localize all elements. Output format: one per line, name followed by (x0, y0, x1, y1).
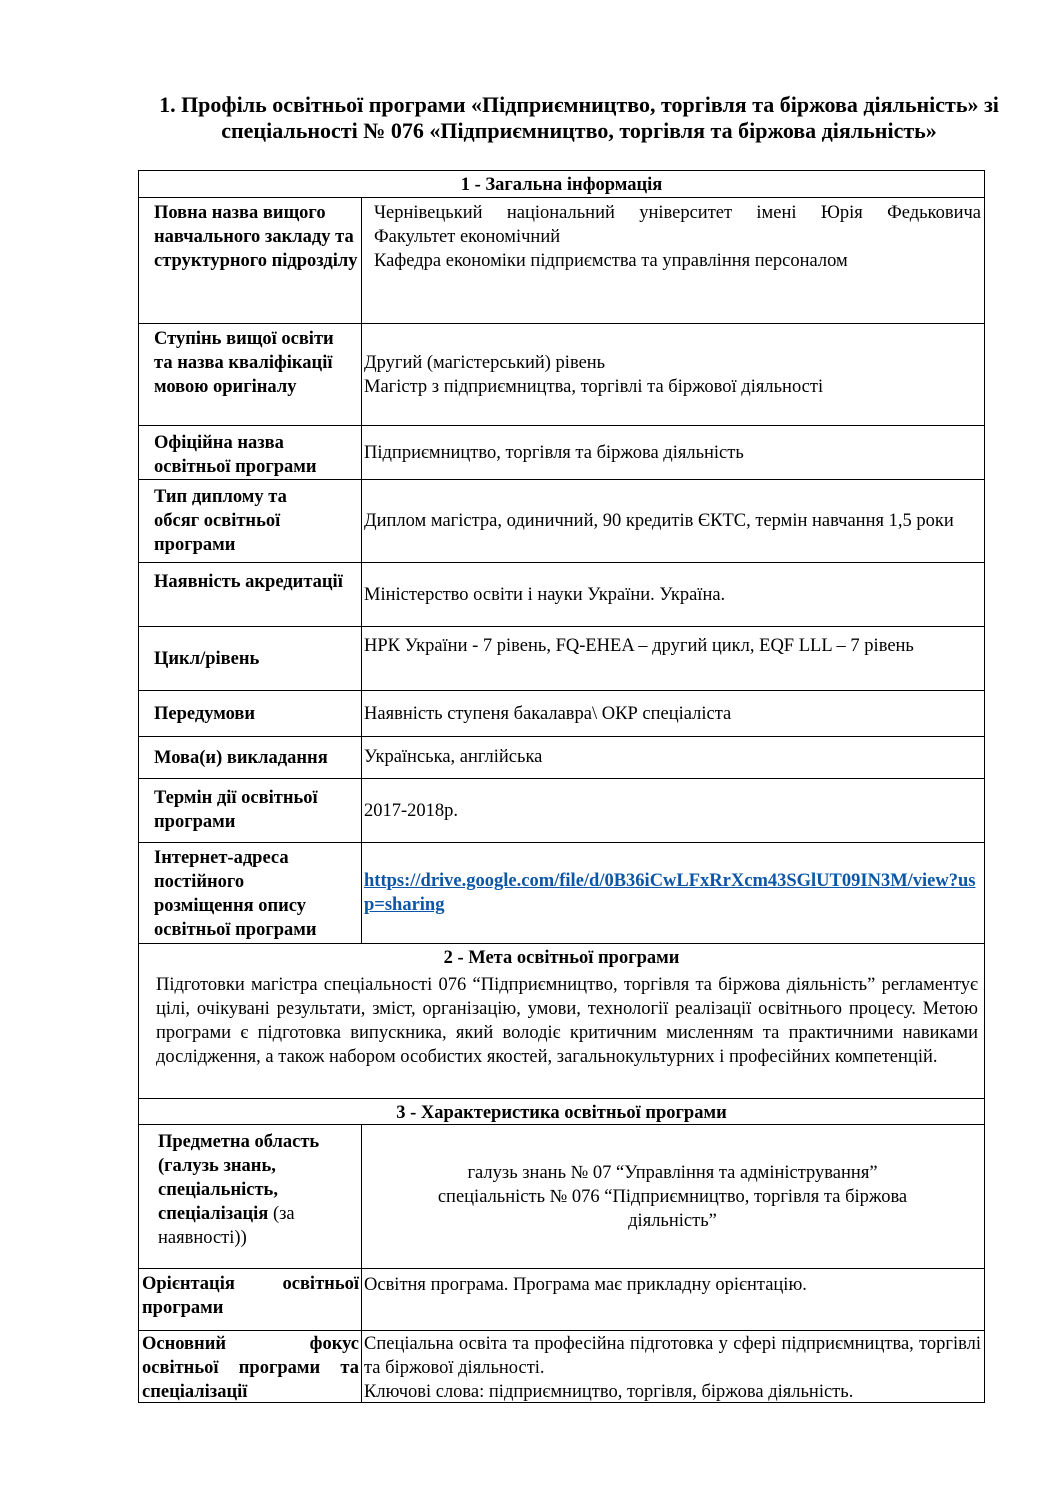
validity-value: 2017-2018р. (364, 800, 459, 821)
section-2-header: 2 - Мета освітньої програми (443, 948, 680, 968)
program-name-value: Підприємництво, торгівля та біржова діяльність (364, 442, 744, 463)
university-name-value (364, 201, 981, 323)
program-name-label: Офіційна назва освітньої програми (154, 433, 317, 477)
orientation-label: Орієнтація освітньої програми (142, 1274, 359, 1318)
focus-line-2: Ключові слова: підприємництво, торгівля, біржова діяльність. (364, 1382, 854, 1402)
focus-line-1: Спеціальна освіта та професійна підготовка у сфері підприємництва, торгівлі та біржової діяльності. (364, 1334, 981, 1378)
department-line: Кафедра економіки підприємства та управління персоналом (374, 251, 848, 271)
internet-address-label: Інтернет-адреса постійного розміщення опису освітньої програми (154, 848, 317, 940)
document-title: 1. Профіль освітньої програми «Підприємництво, торгівля та біржова діяльність» зі спеціальності № 076 «Підприємництво, торгівля та біржова діяльність» (159, 92, 999, 143)
cycle-level-label: Цикл/рівень (154, 648, 260, 669)
languages-label: Мова(и) викладання (154, 748, 328, 768)
focus-value (364, 1332, 981, 1402)
program-goal-text: Підготовки магістра спеціальності 076 “Підприємництво, торгівля та біржова діяльність” регламентує цілі, очікувані результати, зміст, організацію, умови, технології реалізації освітнього процесу. Метою програми є підготовка випускника, який володіє критичним мисленням та практичними навиками дослідження, а також набором особистих якостей, загальнокультурних і професійних компетенцій. (156, 975, 978, 1067)
program-profile-table (138, 170, 985, 1403)
faculty-line: Факультет економічний (374, 227, 561, 247)
accreditation-label: Наявність акредитації (154, 572, 343, 592)
section-1-header: 1 - Загальна інформація (460, 175, 663, 195)
subject-area-label-bold: Предметна область (галузь знань, спеціальність, спеціалізація (158, 1132, 320, 1224)
degree-line: Другий (магістерський) рівень (364, 352, 606, 373)
degree-value (364, 324, 981, 425)
prerequisites-value: Наявність ступеня бакалавра\ ОКР спеціаліста (364, 703, 732, 724)
orientation-value: Освітня програма. Програма має прикладну орієнтацію. (364, 1275, 807, 1295)
specialty-line: спеціальність № 076 “Підприємництво, торгівля та біржова діяльність” (437, 1186, 908, 1231)
knowledge-field-line: галузь знань № 07 “Управління та адміністрування” (467, 1162, 878, 1183)
diploma-type-label: Тип диплому та обсяг освітньої програми (154, 487, 287, 555)
prerequisites-label: Передумови (154, 703, 256, 724)
subject-area-label (158, 1130, 358, 1268)
subject-area-label-note: (за наявності)) (158, 1204, 295, 1248)
internet-address-cell (364, 843, 981, 943)
cycle-level-value: НРК України - 7 рівень, FQ-EHEA – другий цикл, EQF LLL – 7 рівень (364, 636, 914, 656)
validity-label: Термін дії освітньої програми (154, 788, 318, 832)
diploma-type-value: Диплом магістра, одиничний, 90 кредитів ЄКТС, термін навчання 1,5 роки (364, 511, 954, 531)
focus-label: Основний фокус освітньої програми та спеціалізації (142, 1334, 359, 1402)
university-name-label: Повна назва вищого навчального закладу та структурного підрозділу (154, 203, 358, 271)
accreditation-value: Міністерство освіти і науки України. Україна. (364, 584, 726, 605)
university-line: Чернівецький національний університет імені Юрія Федьковича (374, 203, 981, 223)
degree-label: Ступінь вищої освіти та назва кваліфікації мовою оригіналу (154, 329, 334, 397)
subject-area-value (364, 1125, 981, 1268)
program-description-link[interactable]: https://drive.google.com/file/d/0B36iCwLFxRrXcm43SGlUT09IN3M/view?usp=sharing (364, 871, 976, 915)
section-3-header: 3 - Характеристика освітньої програми (396, 1103, 727, 1123)
qualification-line: Магістр з підприємництва, торгівлі та біржової діяльності (364, 376, 824, 397)
languages-value: Українська, англійська (364, 747, 543, 767)
